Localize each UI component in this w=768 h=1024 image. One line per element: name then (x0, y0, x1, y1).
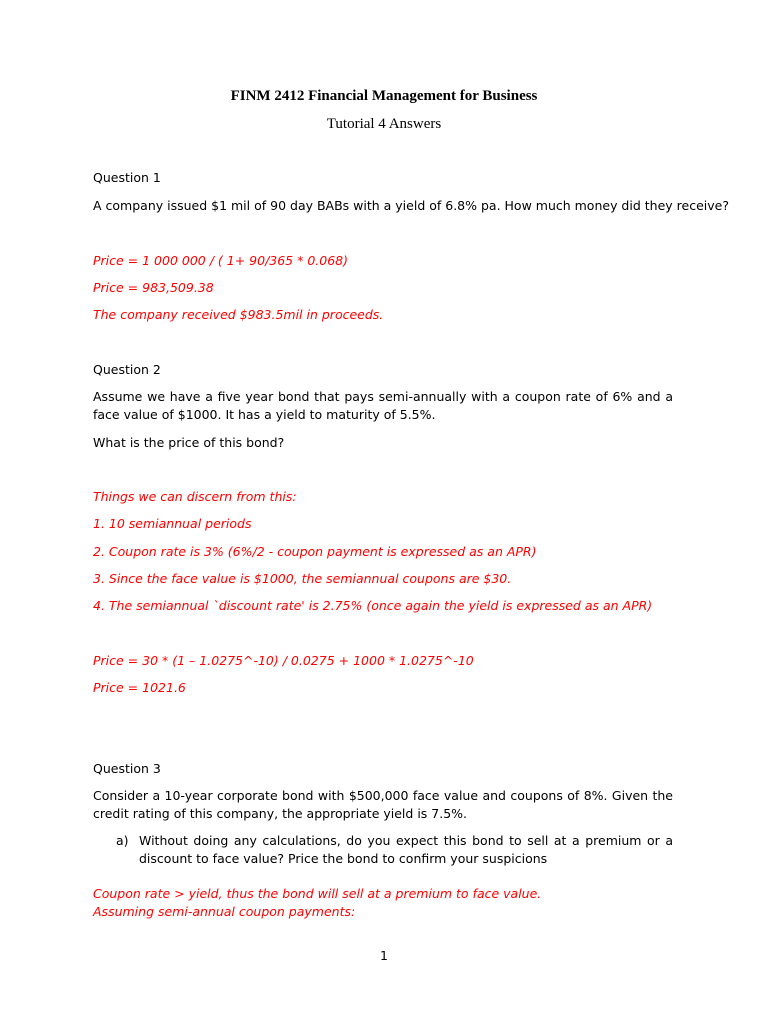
question-2-answer-line-4: 3. Since the face value is $1000, the semiannual coupons are $30. (93, 571, 512, 586)
question-2-question: What is the price of this bond? (93, 435, 285, 450)
question-1-answer-line-2: Price = 983,509.38 (93, 280, 214, 295)
question-1-answer-line-3: The company received $983.5mil in proceeds. (93, 307, 384, 322)
question-3-answer-line-1: Coupon rate > yield, thus the bond will sell at a premium to face value. (93, 886, 542, 901)
question-1-heading: Question 1 (93, 170, 161, 185)
question-2-answer-line-2: 1. 10 semiannual periods (93, 516, 252, 531)
document-subtitle: Tutorial 4 Answers (326, 116, 442, 132)
question-2-calc-line-2: Price = 1021.6 (93, 680, 186, 695)
question-2-answer-line-3: 2. Coupon rate is 3% (6%/2 - coupon payment is expressed as an APR) (93, 544, 537, 559)
question-2-heading: Question 2 (93, 362, 161, 377)
question-2-calc-line-1: Price = 30 * (1 – 1.0275^-10) / 0.0275 + 1000 * 1.0275^-10 (93, 653, 474, 668)
question-2-answer-line-5: 4. The semiannual `discount rate' is 2.75% (once again the yield is expressed as an APR) (93, 598, 653, 613)
question-3-text: Consider a 10-year corporate bond with $500,000 face value and coupons of 8%. Given the credit rating of this company, the appropriate yield is 7.5%. (93, 788, 673, 821)
question-3-part-a (116, 832, 673, 868)
part-a-text: Without doing any calculations, do you expect this bond to sell at a premium or a discount to face value? Price the bond to confirm your suspicions (139, 833, 673, 866)
question-1-text: A company issued $1 mil of 90 day BABs with a yield of 6.8% pa. How much money did they receive? (93, 198, 729, 213)
question-2-answer-line-1: Things we can discern from this: (93, 489, 297, 504)
question-3-heading: Question 3 (93, 761, 161, 776)
question-3-answer-line-2: Assuming semi-annual coupon payments: (93, 904, 356, 919)
document-title: FINM 2412 Financial Management for Business (230, 88, 538, 104)
part-a-marker: a) (116, 833, 129, 848)
page-number: 1 (380, 948, 388, 963)
question-2-text: Assume we have a five year bond that pays semi-annually with a coupon rate of 6% and a face value of $1000. It has a yield to maturity of 5.5%. (93, 389, 673, 422)
question-1-answer-line-1: Price = 1 000 000 / ( 1+ 90/365 * 0.068) (93, 253, 348, 268)
